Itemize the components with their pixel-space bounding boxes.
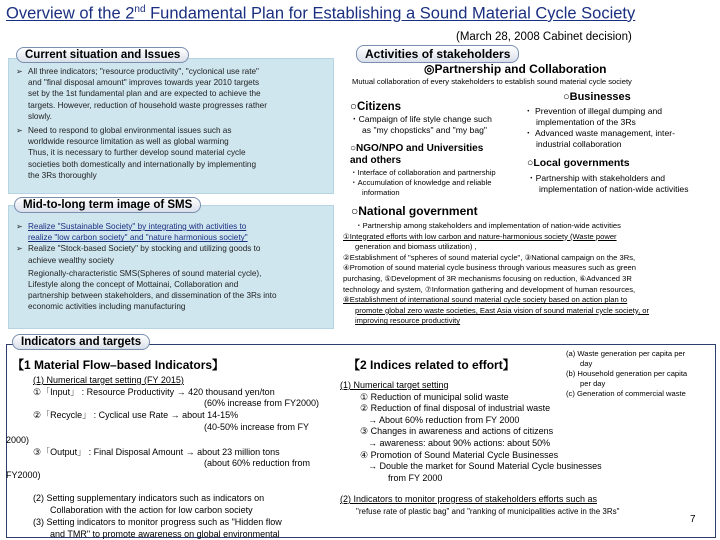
- recycle-indicator-year: 2000): [6, 435, 30, 445]
- current-situation-heading: Current situation and Issues: [16, 47, 189, 63]
- numerical-target-label: (1) Numerical target setting (FY 2015): [33, 375, 184, 385]
- input-indicator-note: (60% increase from FY2000): [204, 398, 320, 408]
- output-indicator-note: (about 60% reduction from: [204, 458, 311, 468]
- decision-date: (March 28, 2008 Cabinet decision): [456, 31, 632, 43]
- national-government-heading: ○National government: [351, 204, 478, 218]
- supplementary-indicators-detail: Collaboration with the action for low carbon society: [50, 505, 253, 515]
- mutual-collaboration-text: Mutual collaboration of every stakeholders to establish sound material cycle society: [352, 77, 632, 86]
- supplementary-indicators: (2) Setting supplementary indicators such as indicators on: [33, 493, 265, 503]
- effort-side-notes: (a) Waste generation per capita per day (b) Household generation per capita per day (c) Generation of commercial waste: [566, 349, 688, 398]
- mid-long-term-heading: Mid-to-long term image of SMS: [14, 197, 201, 213]
- monitor-indicators-detail: and TMR" to promote awareness on global environmental: [50, 529, 280, 539]
- local-governments-text: ・Partnership with stakeholders and implementation of nation-wide activities: [527, 173, 689, 194]
- bullet-item: ➢ All three indicators; "resource productivity", "cyclonical use rate" and "final disposal amount" improves towards year 2010 targets set by the 1st fundamental plan and are expected to achieve the targets. However, reduction of household waste progresses rather slowly.: [16, 66, 332, 122]
- businesses-text: ・ Prevention of illegal dumping and implementation of the 3Rs ・ Advanced waste management, inter- industrial collaboration: [524, 106, 675, 149]
- ngo-text: ・Interface of collaboration and partnership ・Accumulation of knowledge and reliable information: [350, 168, 496, 197]
- bullet-item: ➢ Realize "Sustainable Society" by integrating with activities to realize "low carbon society" and "nature harmonious society": [16, 221, 332, 243]
- page-title: Overview of the 2nd Fundamental Plan for Establishing a Sound Material Cycle Society: [6, 4, 636, 23]
- citizens-text: ・Campaign of life style change such as "my chopsticks" and "my bag": [350, 114, 492, 135]
- effort-indices-text: (1) Numerical target setting ① Reduction of municipal solid waste ② Reduction of final disposal of industrial waste → About 60% reduction from FY 2000 ③ Changes in awareness and actions of citizens → awareness: about 90% actions: about 50% ④ Promotion of Sound Material Cycle Businesses → Double the market for Sound Material Cycle businesses from FY 2000: [340, 380, 602, 483]
- partnership-heading: ◎Partnership and Collaboration: [424, 62, 607, 76]
- local-governments-heading: ○Local governments: [527, 157, 630, 169]
- input-indicator: ①「Input」 : Resource Productivity → 420 thousand yen/ton: [33, 387, 275, 397]
- citizens-heading: ○Citizens: [350, 101, 402, 113]
- indicators-heading: Indicators and targets: [12, 334, 150, 350]
- activities-heading: Activities of stakeholders: [356, 45, 519, 63]
- material-flow-heading: 【1 Material Flow–based Indicators】: [12, 358, 225, 372]
- stakeholder-progress-detail: "refuse rate of plastic bag" and "ranking of municipalities active in the 3Rs": [356, 507, 620, 516]
- page-number: 7: [690, 514, 696, 525]
- current-situation-text: ➢ All three indicators; "resource productivity", "cyclonical use rate" and "final disposal amount" improves towards year 2010 targets set by the 1st fundamental plan and are expected to achieve the targets. However, reduction of household waste progresses rather slowly. ➢ Need to respond to global environmental issues such as worldwide resource limitation as well as global warming Thus, it is necessary to further develop sound material cycle societies both domestically and internationally by implementing the 3Rs thoroughly: [16, 66, 332, 181]
- effort-indices-heading: 【2 Indices related to effort】: [348, 358, 515, 372]
- bullet-item: ➢ Realize "Stock-based Society" by stocking and utilizing goods to achieve wealthy society: [16, 243, 332, 265]
- ngo-heading: ○NGO/NPO and Universities and others: [350, 143, 484, 166]
- bullet-item: ➢ Need to respond to global environmental issues such as worldwide resource limitation as well as global warming: [16, 125, 332, 147]
- recycle-indicator-note: (40-50% increase from FY: [204, 422, 310, 432]
- stakeholder-progress-indicators: (2) Indicators to monitor progress of stakeholders efforts such as: [340, 494, 597, 504]
- recycle-indicator: ②「Recycle」 : Cyclical use Rate → about 14-15%: [33, 410, 239, 420]
- output-indicator-year: FY2000): [6, 470, 41, 480]
- national-government-text: ・Partnership among stakeholders and implementation of nation-wide activities ①Integrated efforts with low carbon and nature-harmonious society (Waste power generation and biomass utilization) , ②Establishment of "spheres of sound material cycle", ③National campaign on the 3Rs, ④Promotion of sound material cycle business through various measures such as green purchasing, ⑤Development of 3R mechanisms focusing on reduction, ⑥Advanced 3R technology and system, ⑦Information gathering and development of human resources, ⑧Establishment of international sound material cycle society based on action plan to promote global zero waste societies, East Asia vision of sound material cycle society, or improving resource productivity: [343, 221, 650, 326]
- output-indicator: ③「Output」 : Final Disposal Amount → about 23 million tons: [33, 447, 280, 457]
- mid-long-term-text: ➢ Realize "Sustainable Society" by integrating with activities to realize "low carbon society" and "nature harmonious society" ➢ Realize "Stock-based Society" by stocking and utilizing goods to achieve wealthy society Regionally-characteristic SMS(Spheres of sound material cycle), Lifestyle along the concept of Mottainai, Collaboration and partnership between stakeholders, and dissemination of the 3Rs into economic activities including manufacturing: [16, 221, 332, 313]
- businesses-heading: ○Businesses: [563, 91, 631, 103]
- monitor-indicators: (3) Setting indicators to monitor progress such as "Hidden flow: [33, 517, 282, 527]
